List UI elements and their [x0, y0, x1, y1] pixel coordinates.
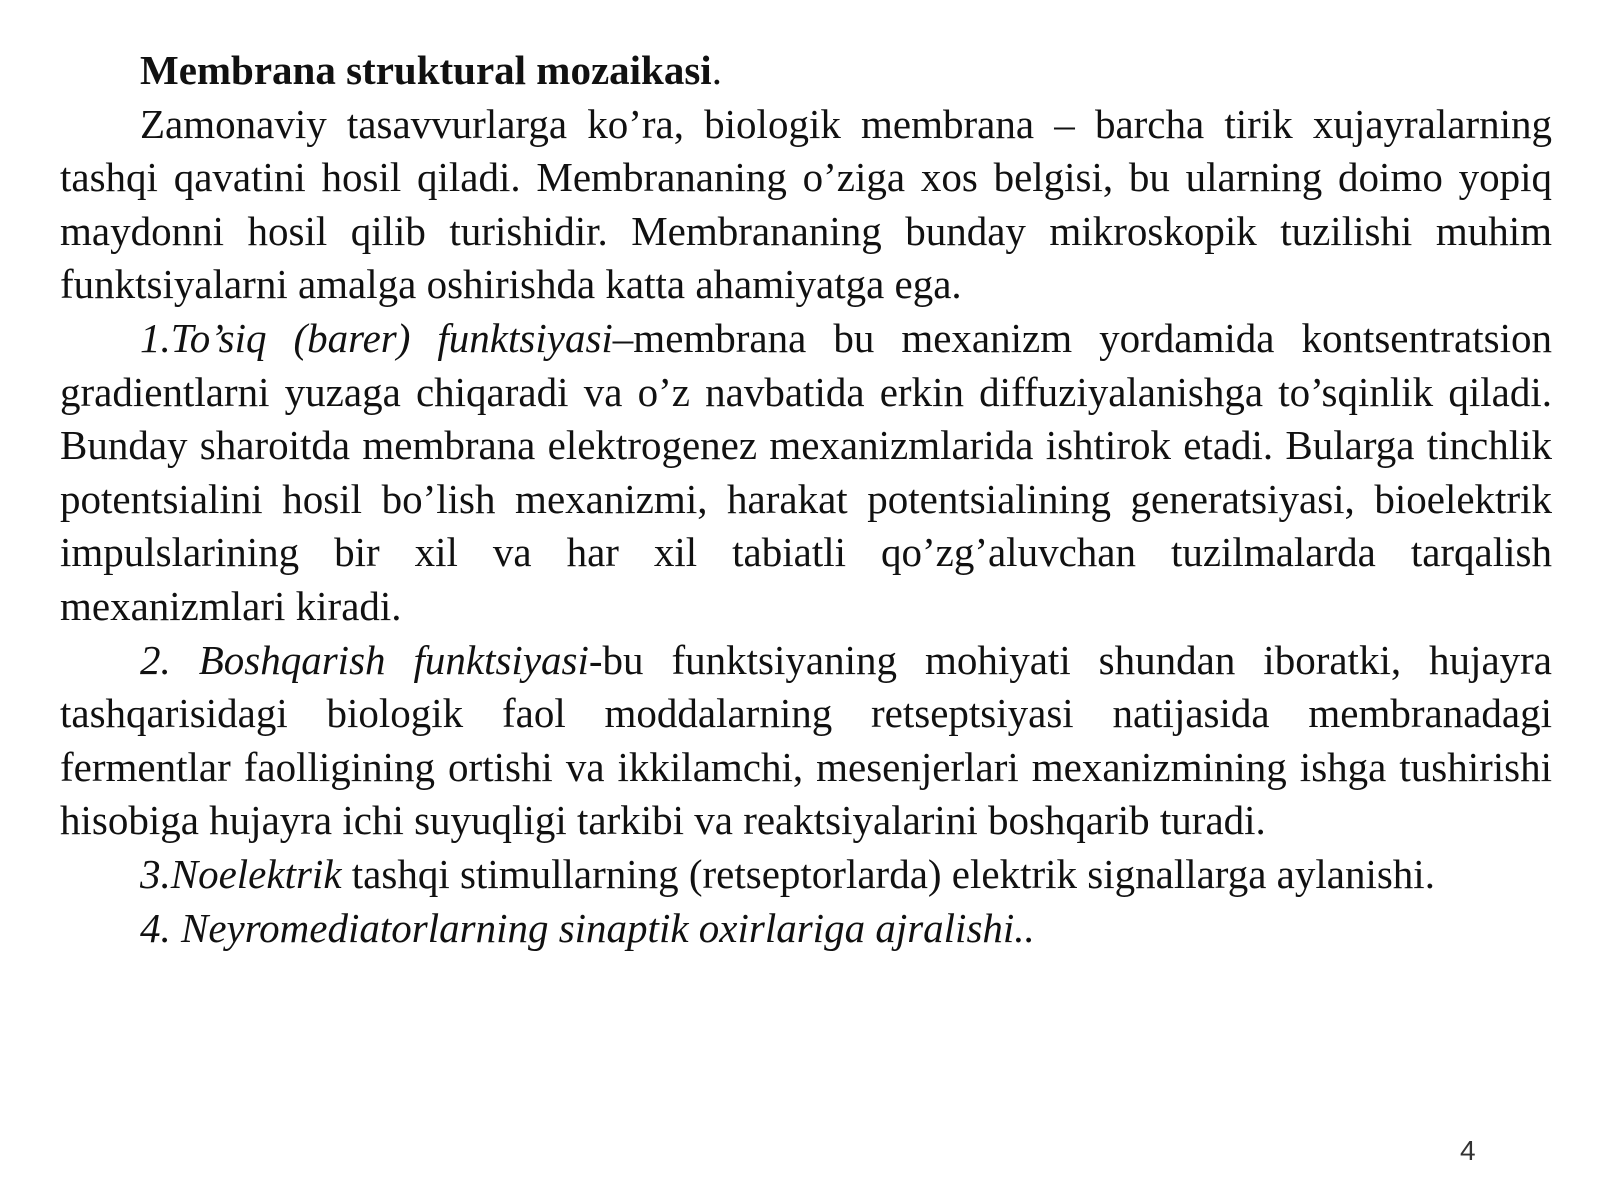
- barrier-function-label: 1.To’siq (barer) funktsiyasi: [140, 314, 613, 361]
- document-body: [60, 44, 1552, 955]
- barrier-function-text: –membrana bu mexanizm yordamida kontsentratsion gradientlarni yuzaga chiqaradi va o’z navbatida erkin diffuziyalanishga to’sqinlik qiladi. Bunday sharoitda membrana elektrogenez mexanizmlarida ishtirok etadi. Bularga tinchlik potentsialini hosil bo’lish mexanizmi, harakat potentsialining generatsiyasi, bioelektrik impulslarining bir xil va har xil tabiatli qo’zg’aluvchan tuzilmalarda tarqalish mexanizmlari kiradi.: [60, 314, 1552, 629]
- heading-paragraph: [60, 44, 1552, 98]
- nonelectric-paragraph: [60, 848, 1552, 902]
- control-function-paragraph: [60, 634, 1552, 848]
- intro-paragraph: Zamonaviy tasavvurlarga ko’ra, biologik membrana – barcha tirik xujayralarning tashqi qavatini hosil qiladi. Membrananing o’ziga xos belgisi, bu ularning doimo yopiq maydonni hosil qilib turishidir. Membrananing bunday mikroskopik tuzilishi muhim funktsiyalarni amalga oshirishda katta ahamiyatga ega.: [60, 100, 1552, 308]
- barrier-function-paragraph: [60, 312, 1552, 634]
- page-number: 4: [1460, 1135, 1476, 1166]
- nonelectric-text: tashqi stimullarning (retseptorlarda) elektrik signallarga aylanishi.: [341, 850, 1435, 897]
- control-function-text: -bu funktsiyaning mohiyati shundan iboratki, hujayra tashqarisidagi biologik faol moddalarning retseptsiyasi natijasida membranadagi fermentlar faolligining ortishi va ikkilamchi, mesenjerlari mexanizmining ishga tushirishi hisobiga hujayra ichi suyuqligi tarkibi va reaktsiyalarini boshqarib turadi.: [60, 636, 1552, 844]
- section-title-period: .: [711, 47, 722, 93]
- section-title: Membrana struktural mozaikasi: [140, 47, 712, 93]
- nonelectric-label: 3.Noelektrik: [140, 850, 342, 897]
- control-function-label: 2. Boshqarish funktsiyasi: [140, 636, 589, 683]
- neuromediator-paragraph: 4. Neyromediatorlarning sinaptik oxirlariga ajralishi..: [140, 904, 1035, 951]
